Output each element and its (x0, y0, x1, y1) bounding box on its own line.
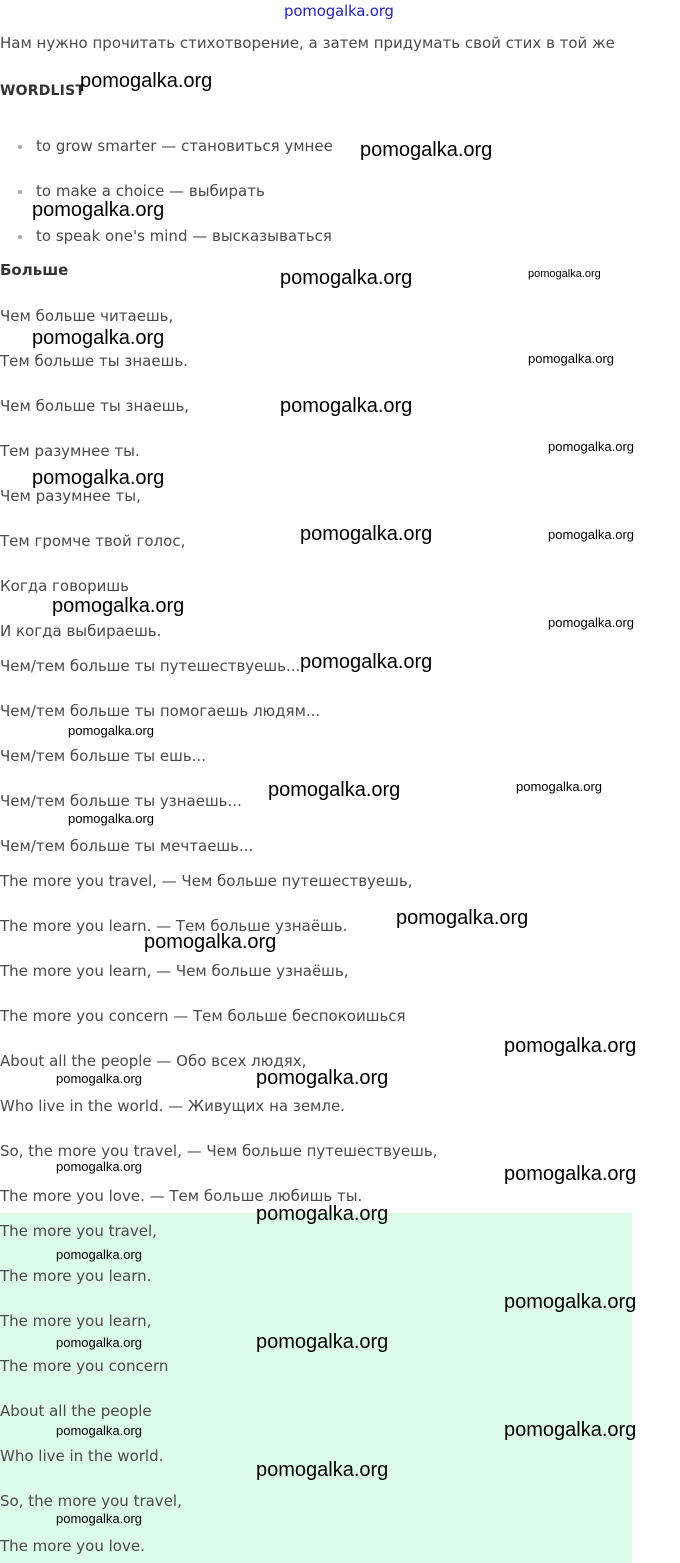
poem-line: Чем/тем больше ты мечтаешь... (0, 837, 254, 855)
watermark: pomogalka.org (300, 523, 433, 545)
bilingual-line: The more you concern — Тем больше беспокоишься (0, 1007, 406, 1025)
poem-title: Больше (0, 261, 69, 279)
watermark: pomogalka.org (504, 1035, 637, 1057)
bullet-icon (18, 235, 22, 239)
wordlist-item: to grow smarter — становиться умнее (36, 137, 333, 155)
watermark: pomogalka.org (56, 1071, 142, 1086)
poem-line: Когда говоришь (0, 577, 129, 595)
poem-line: Чем разумнее ты, (0, 487, 141, 505)
watermark: pomogalka.org (548, 615, 634, 630)
watermark: pomogalka.org (528, 268, 601, 280)
watermark: pomogalka.org (32, 199, 165, 221)
watermark: pomogalka.org (548, 439, 634, 454)
watermark: pomogalka.org (360, 139, 493, 161)
wordlist-item: to speak one's mind — высказываться (36, 227, 332, 245)
poem-line: Тем больше ты знаешь. (0, 352, 188, 370)
english-line: So, the more you travel, (0, 1492, 182, 1510)
english-line: The more you learn, (0, 1312, 152, 1330)
watermark: pomogalka.org (256, 1331, 389, 1353)
watermark: pomogalka.org (68, 723, 154, 738)
watermark: pomogalka.org (144, 931, 277, 953)
poem-line: И когда выбираешь. (0, 622, 162, 640)
watermark: pomogalka.org (548, 527, 634, 542)
poem-line: Чем больше ты знаешь, (0, 397, 190, 415)
watermark: pomogalka.org (504, 1419, 637, 1441)
watermark: pomogalka.org (52, 595, 185, 617)
watermark: pomogalka.org (32, 467, 165, 489)
poem-line: Тем громче твой голос, (0, 532, 186, 550)
watermark: pomogalka.org (504, 1291, 637, 1313)
wordlist-item: to make a choice — выбирать (36, 182, 265, 200)
english-line: The more you love. (0, 1537, 145, 1555)
english-line: The more you travel, (0, 1222, 157, 1240)
watermark: pomogalka.org (56, 1511, 142, 1526)
poem-line: Чем/тем больше ты путешествуешь... (0, 657, 301, 675)
watermark: pomogalka.org (256, 1203, 389, 1225)
watermark: pomogalka.org (56, 1159, 142, 1174)
english-line: About all the people (0, 1402, 152, 1420)
bilingual-line: Who live in the world. — Живущих на земле. (0, 1097, 345, 1115)
watermark: pomogalka.org (256, 1067, 389, 1089)
bilingual-line: The more you love. — Тем больше любишь ты. (0, 1187, 363, 1205)
watermark: pomogalka.org (280, 395, 413, 417)
poem-line: Чем/тем больше ты узнаешь... (0, 792, 242, 810)
watermark: pomogalka.org (300, 651, 433, 673)
bilingual-line: The more you travel, — Чем больше путешествуешь, (0, 872, 413, 890)
english-line: The more you learn. (0, 1267, 152, 1285)
wordlist-title: WORDLIST (0, 83, 86, 99)
watermark: pomogalka.org (528, 351, 614, 366)
watermark: pomogalka.org (68, 811, 154, 826)
english-line: Who live in the world. (0, 1447, 164, 1465)
watermark: pomogalka.org (80, 70, 213, 92)
bilingual-line: About all the people — Обо всех людях, (0, 1052, 307, 1070)
watermark: pomogalka.org (56, 1335, 142, 1350)
poem-line: Чем/тем больше ты помогаешь людям... (0, 702, 321, 720)
watermark: pomogalka.org (280, 267, 413, 289)
poem-line: Чем больше читаешь, (0, 307, 174, 325)
watermark: pomogalka.org (32, 327, 165, 349)
site-header-link[interactable]: pomogalka.org (284, 2, 394, 20)
watermark: pomogalka.org (268, 779, 401, 801)
bilingual-line: So, the more you travel, — Чем больше путешествуешь, (0, 1142, 438, 1160)
bilingual-line: The more you learn, — Чем больше узнаёшь, (0, 962, 349, 980)
watermark: pomogalka.org (396, 907, 529, 929)
bullet-icon (18, 145, 22, 149)
watermark: pomogalka.org (56, 1247, 142, 1262)
bullet-icon (18, 190, 22, 194)
watermark: pomogalka.org (504, 1163, 637, 1185)
poem-line: Чем/тем больше ты ешь... (0, 747, 206, 765)
watermark: pomogalka.org (256, 1459, 389, 1481)
bilingual-line: The more you learn. — Тем больше узнаёшь. (0, 917, 348, 935)
watermark: pomogalka.org (516, 779, 602, 794)
watermark: pomogalka.org (56, 1423, 142, 1438)
poem-line: Тем разумнее ты. (0, 442, 140, 460)
intro-text: Нам нужно прочитать стихотворение, а затем придумать свой стих в той же (0, 34, 615, 52)
english-line: The more you concern (0, 1357, 169, 1375)
